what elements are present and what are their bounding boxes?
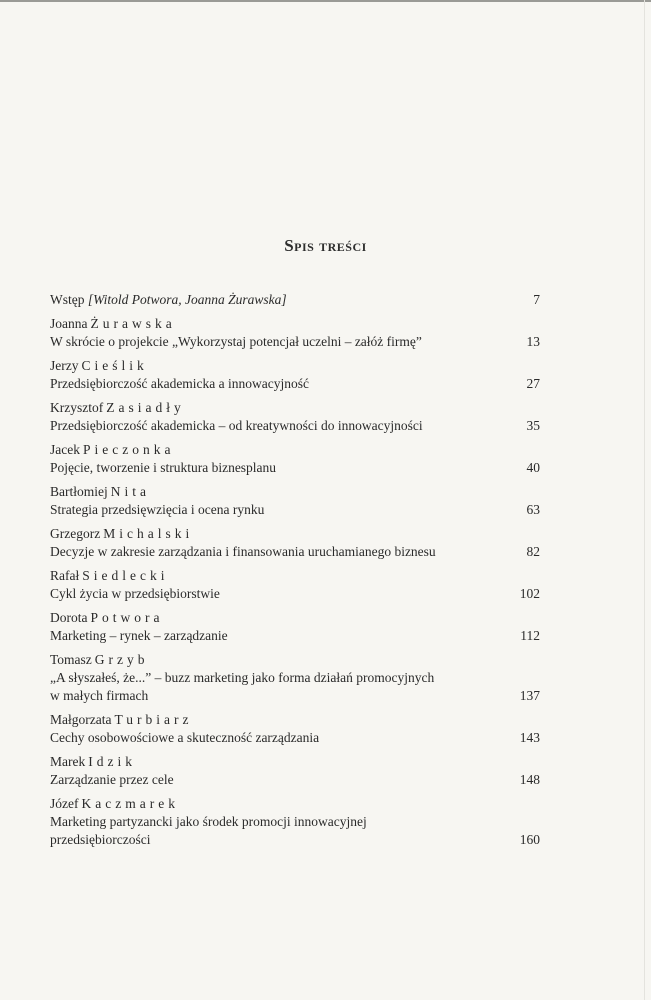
page-number: 40 <box>526 460 540 475</box>
page-number: 160 <box>519 832 540 847</box>
author-last-name: Grzyb <box>94 652 149 667</box>
author-first-name: Tomasz <box>50 652 92 667</box>
page-number: 7 <box>533 292 540 307</box>
author-last-name: Zasiadły <box>106 400 185 415</box>
toc-entry <box>50 483 540 519</box>
page-number: 137 <box>519 688 540 703</box>
author-first-name: Rafał <box>50 568 80 583</box>
author-line <box>50 651 490 669</box>
chapter-title: „A słyszałeś, że...” – buzz marketing jako forma działań promocyjnych <box>50 670 435 685</box>
author-last-name: Pieczonka <box>82 442 175 457</box>
author-last-name: Kaczmarek <box>81 796 179 811</box>
chapter-title: Cykl życia w przedsiębiorstwie <box>50 586 220 601</box>
author-first-name: Grzegorz <box>50 526 101 541</box>
page-number: 102 <box>519 586 540 601</box>
author-first-name: Dorota <box>50 610 88 625</box>
intro-label: Wstęp <box>50 292 85 307</box>
author-last-name: Cieślik <box>81 358 148 373</box>
author-last-name: Potwora <box>90 610 164 625</box>
chapter-title: Marketing partyzancki jako środek promocji innowacyjnej <box>50 814 367 829</box>
chapter-title: Cechy osobowościowe a skuteczność zarządzania <box>50 730 320 745</box>
toc-entry <box>50 753 540 789</box>
page-number: 112 <box>520 628 540 643</box>
author-line <box>50 357 490 375</box>
toc-entries <box>50 315 540 849</box>
author-first-name: Małgorzata <box>50 712 112 727</box>
chapter-title: przedsiębiorczości <box>50 832 151 847</box>
table-of-contents <box>50 291 540 855</box>
page-number: 143 <box>519 730 540 745</box>
page-right-edge <box>644 0 645 1000</box>
toc-entry <box>50 525 540 561</box>
chapter-title: Przedsiębiorczość akademicka – od kreatywności do innowacyjności <box>50 418 423 433</box>
author-line <box>50 525 490 543</box>
author-first-name: Józef <box>50 796 79 811</box>
author-line <box>50 609 490 627</box>
chapter-title: W skrócie o projekcie „Wykorzystaj potencjał uczelni – załóż firmę” <box>50 334 422 349</box>
author-first-name: Marek <box>50 754 86 769</box>
page-number: 63 <box>526 502 540 517</box>
author-last-name: Idzik <box>88 754 136 769</box>
chapter-title: Marketing – rynek – zarządzanie <box>50 628 228 643</box>
author-line <box>50 399 490 417</box>
author-line <box>50 483 490 501</box>
page-number: 13 <box>526 334 540 349</box>
author-line <box>50 711 490 729</box>
chapter-title: Decyzje w zakresie zarządzania i finansowania uruchamianego biznesu <box>50 544 436 559</box>
toc-entry <box>50 315 540 351</box>
author-first-name: Jacek <box>50 442 80 457</box>
intro-editors: [Witold Potwora, Joanna Żurawska] <box>87 292 287 307</box>
author-last-name: Siedlecki <box>82 568 169 583</box>
chapter-title: Przedsiębiorczość akademicka a innowacyjność <box>50 376 310 391</box>
toc-entry <box>50 651 540 705</box>
page-number: 148 <box>519 772 540 787</box>
author-first-name: Bartłomiej <box>50 484 108 499</box>
page-number: 35 <box>526 418 540 433</box>
chapter-title: Pojęcie, tworzenie i struktura biznesplanu <box>50 460 277 475</box>
toc-entry <box>50 399 540 435</box>
author-last-name: Michalski <box>103 526 194 541</box>
author-first-name: Jerzy <box>50 358 79 373</box>
toc-entry <box>50 609 540 645</box>
toc-entry-intro <box>50 291 540 309</box>
author-line <box>50 753 490 771</box>
author-line <box>50 567 490 585</box>
author-last-name: Żurawska <box>90 316 176 331</box>
page-number: 27 <box>526 376 540 391</box>
toc-entry <box>50 567 540 603</box>
author-last-name: Turbiarz <box>114 712 193 727</box>
chapter-title: w małych firmach <box>50 688 149 703</box>
chapter-title: Zarządzanie przez cele <box>50 772 174 787</box>
page-top-edge <box>0 0 651 2</box>
toc-entry <box>50 795 540 849</box>
author-first-name: Krzysztof <box>50 400 104 415</box>
page-number: 82 <box>526 544 540 559</box>
author-line <box>50 441 490 459</box>
author-line <box>50 315 490 333</box>
chapter-title: Strategia przedsięwzięcia i ocena rynku <box>50 502 265 517</box>
toc-entry <box>50 357 540 393</box>
author-first-name: Joanna <box>50 316 88 331</box>
author-line <box>50 795 490 813</box>
toc-entry <box>50 441 540 477</box>
toc-title: Spis treści <box>284 236 367 255</box>
author-last-name: Nita <box>110 484 150 499</box>
toc-entry <box>50 711 540 747</box>
